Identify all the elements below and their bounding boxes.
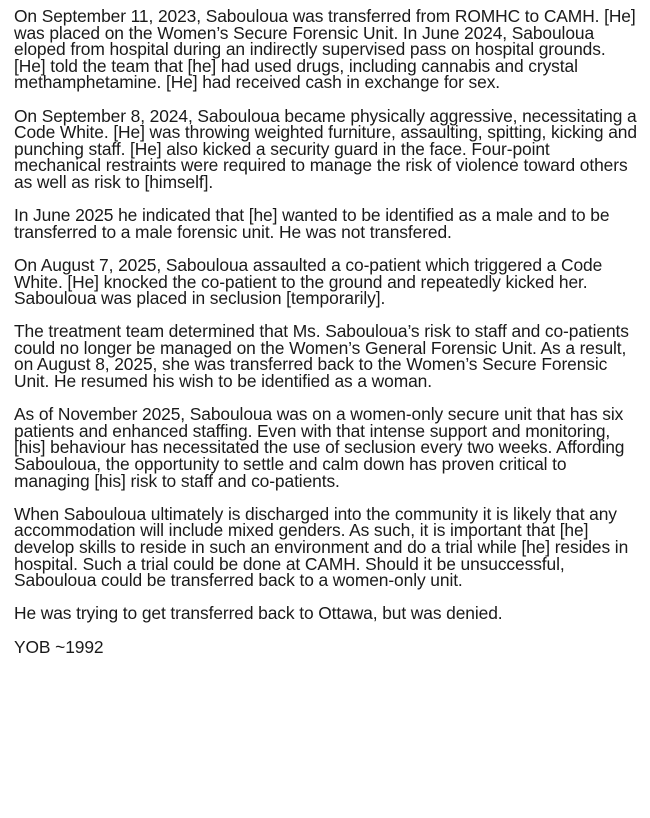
paragraph-yob: YOB ~1992 [14, 636, 104, 657]
paragraph-assault-aug-2025: On August 7, 2025, Sabouloua assaulted a co-patient which triggered a Code White. [He] knocked the co-patient to the ground and repeatedly kicked her. Sabouloua was placed in seclusion [temporarily]. [14, 254, 603, 309]
paragraph-ottawa: He was trying to get transferred back to Ottawa, but was denied. [14, 603, 503, 624]
paragraph-discharge-plan: When Sabouloua ultimately is discharged into the community it is likely that any accommodation will include mixed genders. As such, it is important that [he] develop skills to reside in such an environment and do a trial while [he] resides in hospital. Such a trial could be done at CAMH. Should it be unsuccessful, Sabouloua could be transferred back to a women-only unit. [14, 503, 629, 591]
paragraph-identity-request-2025: In June 2025 he indicated that [he] wanted to be identified as a male and to be transferred to a male forensic unit. He was not transfered. [14, 205, 610, 242]
paragraph-november-2025: As of November 2025, Sabouloua was on a women-only secure unit that has six patients and enhanced staffing. Even with that intense support and monitoring, [his] behaviour has necessitated the use of seclusion every two weeks. Affording Sabouloua, the opportunity to settle and calm down has proven critical to managing [his] risk to staff and co-patients. [14, 404, 625, 491]
paragraph-transfer-back: The treatment team determined that Ms. Sabouloua’s risk to staff and co-patients could no longer be managed on the Women’s General Forensic Unit. As a result, on August 8, 2025, she was transferred back to the Women’s Secure Forensic Unit. He resumed his wish to be identified as a woman. [14, 321, 629, 392]
paragraph-transfer-2023: On September 11, 2023, Sabouloua was transferred from ROMHC to CAMH. [He] was placed on the Women’s Secure Forensic Unit. In June 2024, Sabouloua eloped from hospital during an indirectly supervised pass on hospital grounds. [He] told the team that [he] had used drugs, including cannabis and crystal methamphetamine. [He] had received cash in exchange for sex. [14, 6, 636, 93]
paragraph-code-white-2024: On September 8, 2024, Sabouloua became physically aggressive, necessitating a Code White. [He] was throwing weighted furniture, assaulting, spitting, kicking and punching staff. [He] also kicked a security guard in the face. Four-point mechanical restraints were required to manage the risk of violence toward others as well as risk to [himself]. [14, 105, 637, 192]
